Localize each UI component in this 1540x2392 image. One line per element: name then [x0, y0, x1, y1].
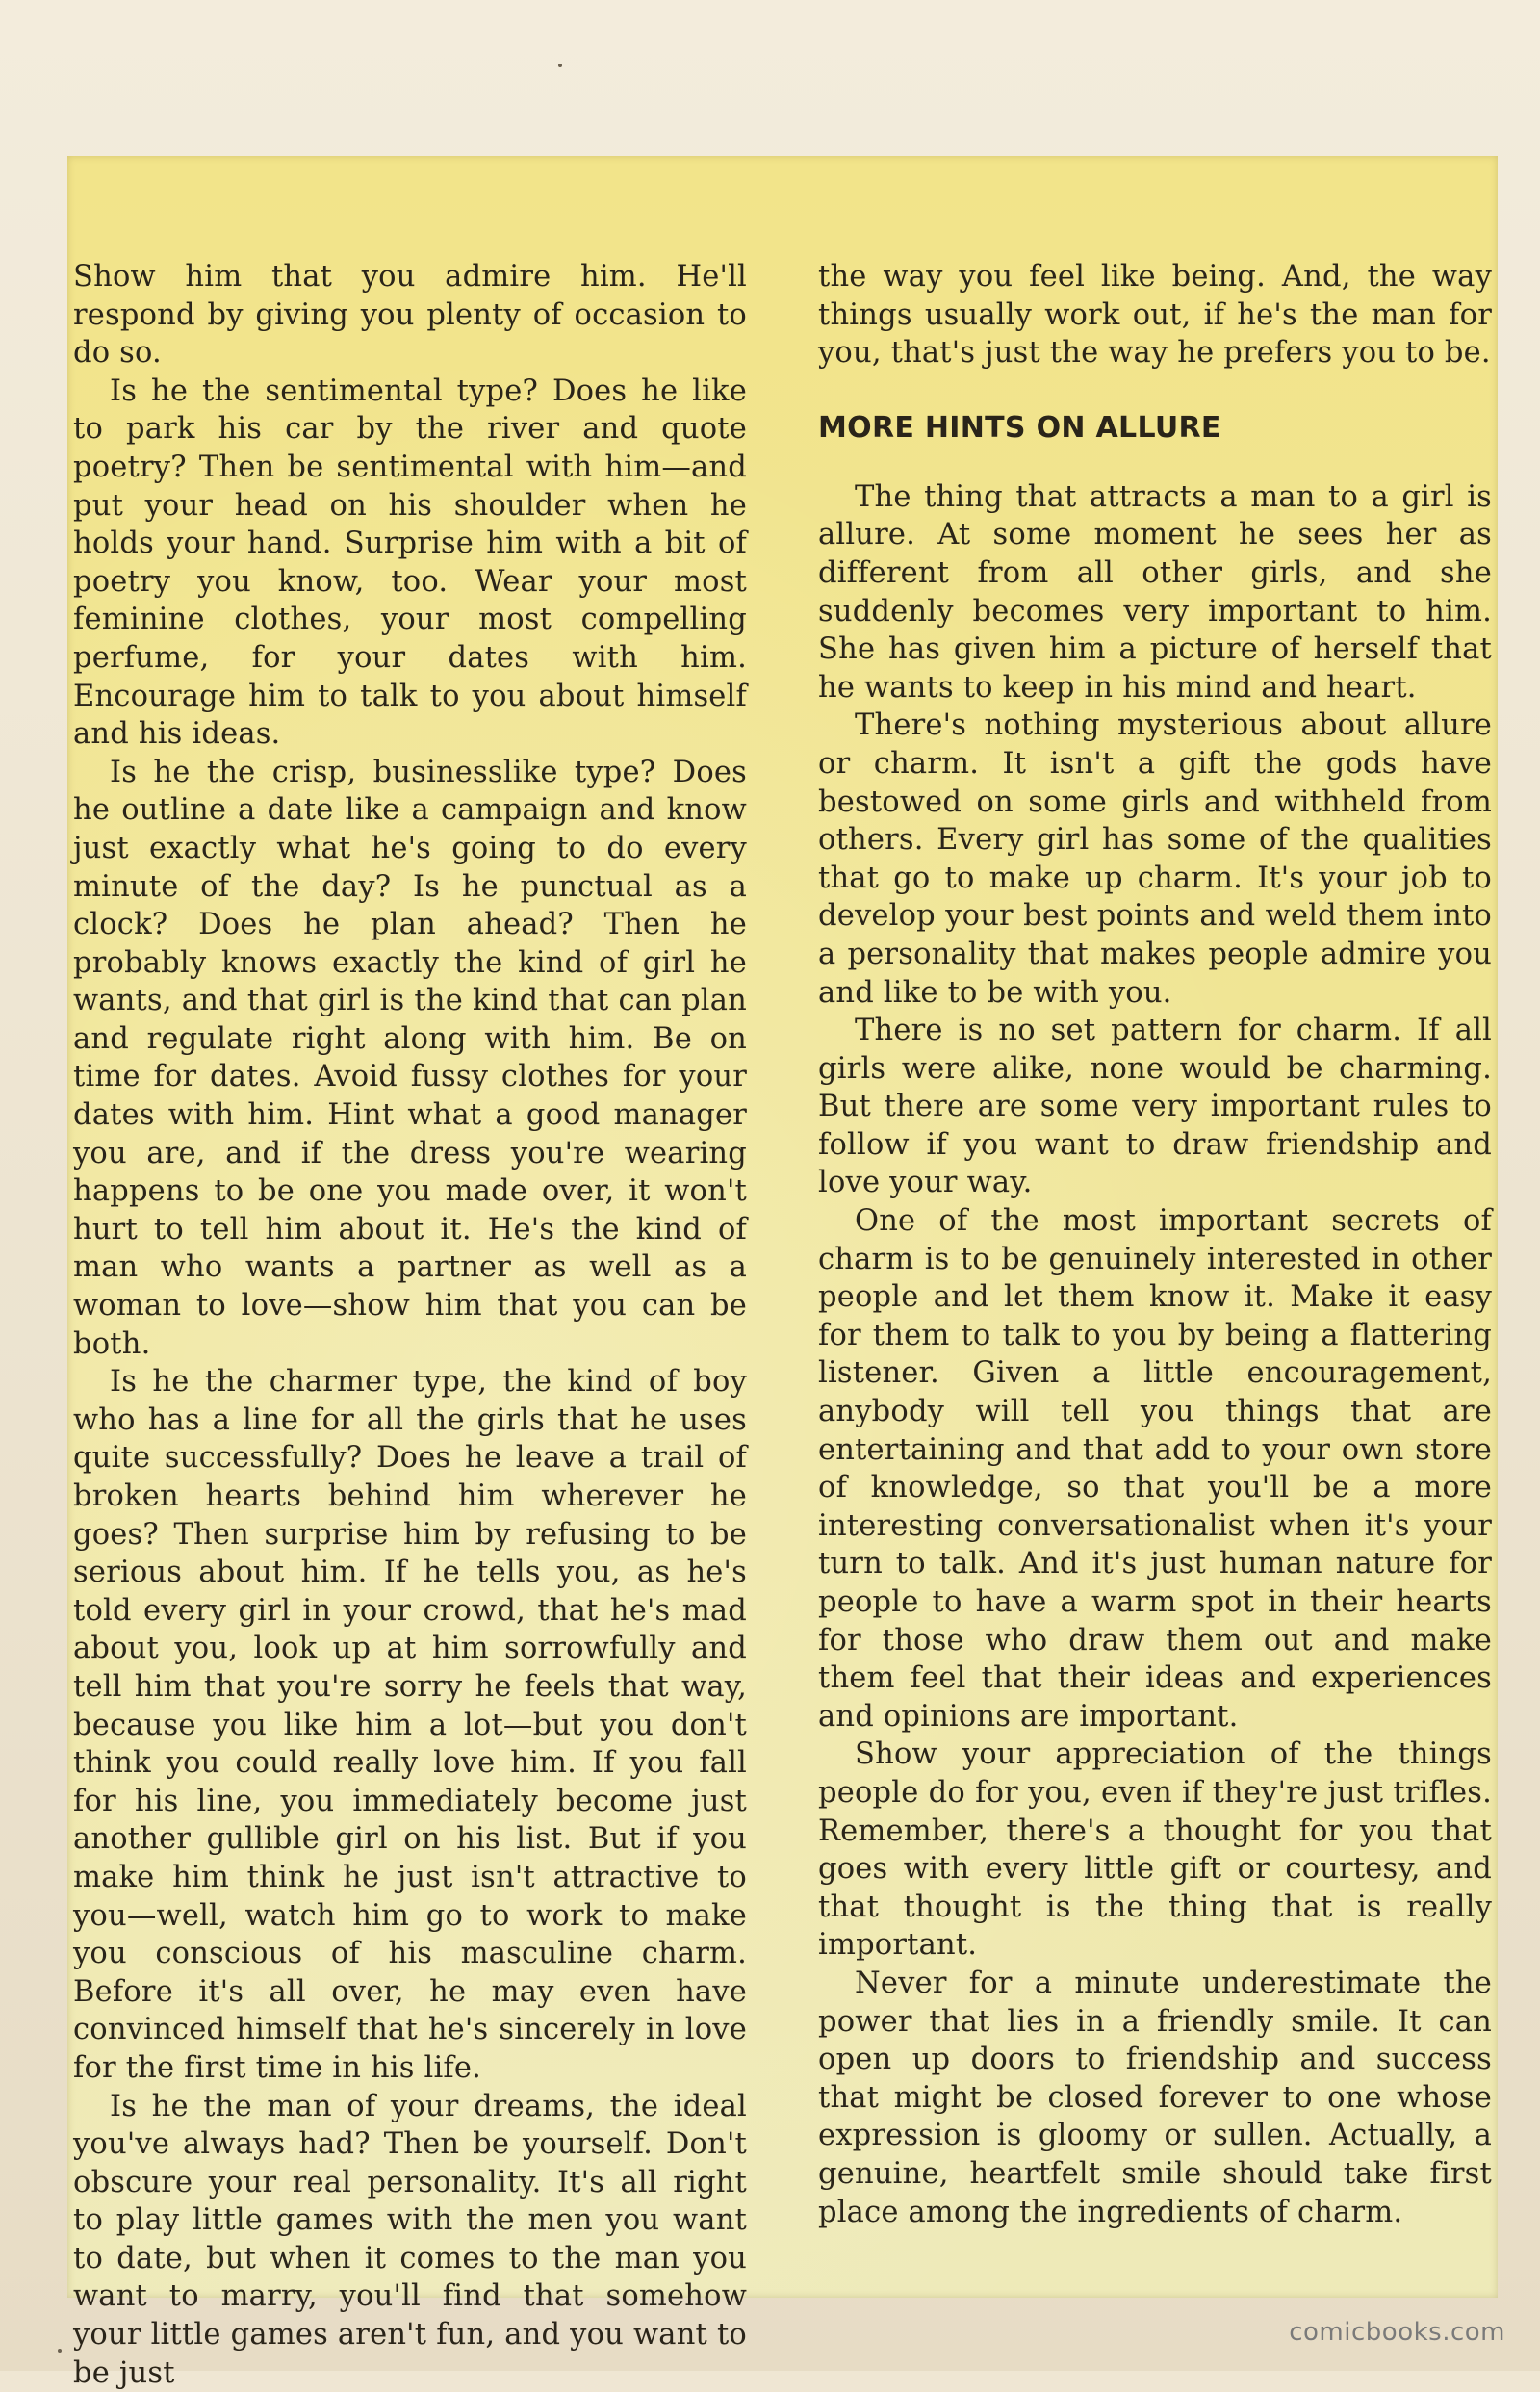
paragraph: the way you feel like being. And, the way things usually work out, if he's the man for you, that's just the way he prefers you to be.: [818, 258, 1492, 373]
article-panel: [67, 156, 1498, 2298]
section-heading: MORE HINTS ON ALLURE: [818, 409, 1492, 448]
paragraph: Never for a minute underestimate the power that lies in a friendly smile. It can open up doors to friendship and success that might be closed forever to one whose expression is gloomy or sullen. Actually, a genuine, heartfelt smile should take first place among the ingredients of charm.: [818, 1965, 1492, 2231]
print-speck: [558, 64, 562, 67]
watermark: comicbooks.com: [1289, 2318, 1505, 2347]
paragraph: There is no set pattern for charm. If all girls were alike, none would be charming. But there are some very important rules to follow if you want to draw friendship and love your way.: [818, 1012, 1492, 1202]
paragraph: Show your appreciation of the things people do for you, even if they're just trifles. Remember, there's a thought for you that goes with every little gift or courtesy, and that thought is the thing that is really important.: [818, 1736, 1492, 1965]
paragraph: Is he the charmer type, the kind of boy who has a line for all the girls that he uses quite successfully? Does he leave a trail of broken hearts behind him wherever he goes? Then surprise him by refusing to be serious about him. If he tells you, as he's told every girl in your crowd, that he's mad about you, look up at him sorrowfully and tell him that you're sorry he feels that way, because you like him a lot—but you don't think you could really love him. If you fall for his line, you immediately become just another gullible girl on his list. But if you make him think he just isn't attractive to you—well, watch him go to work to make you conscious of his masculine charm. Before it's all over, he may even have convinced himself that he's sincerely in love for the first time in his life.: [73, 1363, 747, 2087]
paragraph: Is he the sentimental type? Does he like to park his car by the river and quote poetry? Then be sentimental with him—and put your head on his shoulder when he holds your hand. Surprise him with a bit of poetry you know, too. Wear your most feminine clothes, your most compelling perfume, for your dates with him. Encourage him to talk to you about himself and his ideas.: [73, 373, 747, 754]
paragraph: Is he the crisp, businesslike type? Does he outline a date like a campaign and know just exactly what he's going to do every minute of the day? Is he punctual as a clock? Does he plan ahead? Then he probably knows exactly the kind of girl he wants, and that girl is the kind that can plan and regulate right along with him. Be on time for dates. Avoid fussy clothes for your dates with him. Hint what a good manager you are, and if the dress you're wearing happens to be one you made over, it won't hurt to tell him about it. He's the kind of man who wants a partner as well as a woman to love—show him that you can be both.: [73, 754, 747, 1364]
paragraph: There's nothing mysterious about allure or charm. It isn't a gift the gods have bestowed on some girls and withheld from others. Every girl has some of the qualities that go to make up charm. It's your job to develop your best points and weld them into a personality that makes people admire you and like to be with you.: [818, 707, 1492, 1012]
paragraph: Show him that you admire him. He'll respond by giving you plenty of occasion to do so.: [73, 258, 747, 373]
right-column: [818, 258, 1492, 2231]
left-column: [73, 258, 747, 2392]
print-speck: [58, 2349, 62, 2353]
paragraph: Is he the man of your dreams, the ideal you've always had? Then be yourself. Don't obscure your real personality. It's all right to play little games with the men you want to date, but when it comes to the man you want to marry, you'll find that somehow your little games aren't fun, and you want to be just: [73, 2088, 747, 2392]
paragraph: The thing that attracts a man to a girl is allure. At some moment he sees her as different from all other girls, and she suddenly becomes very important to him. She has given him a picture of herself that he wants to keep in his mind and heart.: [818, 478, 1492, 707]
paragraph: One of the most important secrets of charm is to be genuinely interested in other people and let them know it. Make it easy for them to talk to you by being a flattering listener. Given a little encouragement, anybody will tell you things that are entertaining and that add to your own store of knowledge, so that you'll be a more interesting conversationalist when it's your turn to talk. And it's just human nature for people to have a warm spot in their hearts for those who draw them out and make them feel that their ideas and experiences and opinions are important.: [818, 1202, 1492, 1736]
